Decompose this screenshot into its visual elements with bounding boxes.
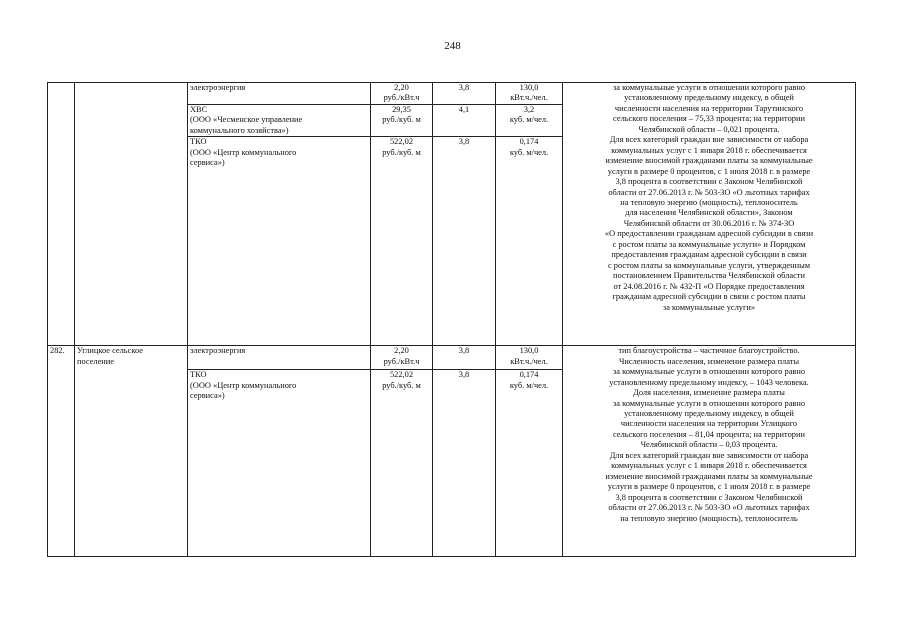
note-line: установленному предельному индексу, – 1043 человека. — [609, 377, 809, 387]
price-unit: руб./кВт.ч — [383, 356, 420, 366]
norm-cell — [496, 83, 563, 105]
price-unit: руб./куб. м — [382, 115, 421, 125]
row-number-cell — [48, 346, 75, 557]
note-line: Челябинской области от 30.06.2016 г. № 374-ЗО — [623, 218, 795, 228]
note-line: коммунальных услуг с 1 января 2018 г. обеспечивается — [611, 145, 807, 155]
service-name-line: (ООО «Центр коммунального — [190, 380, 297, 390]
note-line: установленному предельному индексу, в общей — [624, 408, 794, 418]
norm-value: 0,174 — [519, 137, 539, 147]
note-line: за коммунальные услуги в отношении которого равно — [612, 83, 806, 92]
norm-cell — [496, 346, 563, 370]
service-name-cell — [188, 346, 371, 370]
index-value: 3,8 — [458, 370, 470, 380]
note-line: области от 27.06.2013 г. № 503-ЗО «О льготных тарифах — [608, 503, 810, 513]
price-value: 2,20 — [394, 83, 409, 92]
service-name-cell — [188, 370, 371, 557]
note-line: коммунальных услуг с 1 января 2018 г. обеспечивается — [611, 461, 807, 471]
norm-unit: куб. м/чел. — [509, 147, 549, 157]
norm-unit: куб. м/чел. — [509, 380, 549, 390]
norm-unit: кВт.ч./чел. — [510, 356, 548, 366]
norm-unit: куб. м/чел. — [509, 115, 549, 125]
norm-value: 130,0 — [519, 346, 539, 356]
price-cell — [371, 370, 433, 557]
service-name-line: электроэнергия — [190, 346, 246, 356]
note-line: области от 27.06.2013 г. № 503-ЗО «О льготных тарифах — [608, 187, 810, 197]
note-line: гражданам адресной субсидии в связи с ростом платы — [612, 292, 806, 302]
service-name-line: (ООО «Центр коммунального — [190, 147, 297, 157]
note-line: за коммунальные услуги в отношении которого равно — [612, 398, 806, 408]
note-line: за коммунальные услуги в отношении которого равно — [612, 367, 806, 377]
index-cell — [433, 137, 496, 346]
note-line: сельского поселения – 75,33 процента; на территории — [613, 114, 805, 124]
note-line: услуги в размере 0 процентов, с 1 июля 2018 г. в размере — [607, 166, 811, 176]
service-name-line: электроэнергия — [190, 83, 246, 92]
service-name-line: ХВС — [190, 104, 208, 114]
index-cell — [433, 346, 496, 370]
note-line: изменение вносимой гражданами платы за коммунальные — [605, 471, 813, 481]
note-line: численности населения на территории Углицкого — [620, 419, 798, 429]
service-name-line: (ООО «Чесменское управление — [190, 115, 303, 125]
service-name-line: коммунального хозяйства») — [190, 125, 289, 135]
note-line: за коммунальные услуги» — [662, 302, 756, 312]
row-number-cell — [48, 83, 75, 346]
note-line: для населения Челябинской области», Законом — [625, 208, 793, 218]
service-name-line: ТКО — [190, 137, 207, 147]
index-value: 3,8 — [458, 83, 470, 92]
table-row — [48, 83, 856, 105]
service-name-line: сервиса») — [190, 158, 225, 168]
norm-value: 0,174 — [519, 370, 539, 380]
service-name-line: ТКО — [190, 370, 207, 380]
price-cell — [371, 137, 433, 346]
note-line: с ростом платы за коммунальные услуги, утвержденным — [607, 260, 811, 270]
settlement-name-line: Углицкое сельское — [77, 346, 143, 356]
price-value: 2,20 — [394, 346, 409, 356]
note-line: Доля населения, изменение размера платы — [633, 388, 785, 398]
settlement-name-line: поселение — [77, 356, 114, 366]
note-line: от 24.08.2016 г. № 432-П «О Порядке предоставления — [613, 281, 805, 291]
settlement-cell — [75, 83, 188, 346]
service-name-cell — [188, 83, 371, 105]
price-value: 29,35 — [392, 104, 411, 114]
row-number: 282. — [50, 346, 65, 356]
note-line: 3,8 процента в соответствии с Законом Челябинской — [615, 177, 803, 187]
price-unit: руб./куб. м — [382, 147, 421, 157]
service-name-line: сервиса») — [190, 391, 225, 401]
price-value: 522,02 — [389, 137, 414, 147]
norm-cell — [496, 104, 563, 136]
note-line: предоставления гражданам адресной субсидии в связи — [611, 250, 807, 260]
price-unit: руб./кВт.ч — [383, 93, 420, 103]
norm-cell — [496, 370, 563, 557]
index-cell — [433, 83, 496, 105]
note-line: установленному предельному индексу, в общей — [624, 93, 794, 103]
note-line: услуги в размере 0 процентов, с 1 июля 2018 г. в размере — [607, 482, 811, 492]
index-value: 3,8 — [458, 346, 470, 356]
index-value: 4,1 — [458, 104, 470, 114]
note-line: численности населения на территории Тарутинского — [614, 103, 804, 113]
note-line: Челябинской области – 0,021 процента. — [638, 124, 780, 134]
note-line: сельского поселения – 81,04 процента; на территории — [613, 429, 805, 439]
note-line: на тепловую энергию (мощность), теплоноситель — [620, 197, 798, 207]
note-line: с ростом платы за коммунальные услуги» и Порядком — [612, 239, 806, 249]
price-cell — [371, 83, 433, 105]
page-number: 248 — [444, 40, 461, 52]
table-row — [48, 346, 856, 370]
service-name-cell — [188, 137, 371, 346]
norm-cell — [496, 137, 563, 346]
price-cell — [371, 104, 433, 136]
note-line: постановлением Правительства Челябинской области — [613, 271, 805, 281]
tariff-table — [47, 82, 856, 557]
note-line: Челябинской области – 0,03 процента. — [640, 440, 778, 450]
norm-unit: кВт.ч./чел. — [510, 93, 548, 103]
index-value: 3,8 — [458, 137, 470, 147]
note-line: на тепловую энергию (мощность), теплоноситель — [620, 513, 798, 523]
note-line: тип благоустройства – частичное благоустройство. — [618, 346, 800, 356]
norm-value: 130,0 — [519, 83, 539, 92]
norm-value: 3,2 — [523, 104, 535, 114]
notes-cell — [563, 83, 856, 346]
price-cell — [371, 346, 433, 370]
note-line: Численность населения, изменение размера платы — [618, 356, 800, 366]
note-line: Для всех категорий граждан вне зависимости от набора — [609, 135, 809, 145]
note-line: Для всех категорий граждан вне зависимости от набора — [609, 450, 809, 460]
settlement-cell — [75, 346, 188, 557]
service-name-cell — [188, 104, 371, 136]
notes-cell — [563, 346, 856, 557]
price-value: 522,02 — [389, 370, 414, 380]
index-cell — [433, 104, 496, 136]
note-line: изменение вносимой гражданами платы за коммунальные — [605, 156, 813, 166]
note-line: 3,8 процента в соответствии с Законом Челябинской — [615, 492, 803, 502]
index-cell — [433, 370, 496, 557]
price-unit: руб./куб. м — [382, 380, 421, 390]
note-line: «О предоставлении гражданам адресной субсидии в связи — [604, 229, 814, 239]
